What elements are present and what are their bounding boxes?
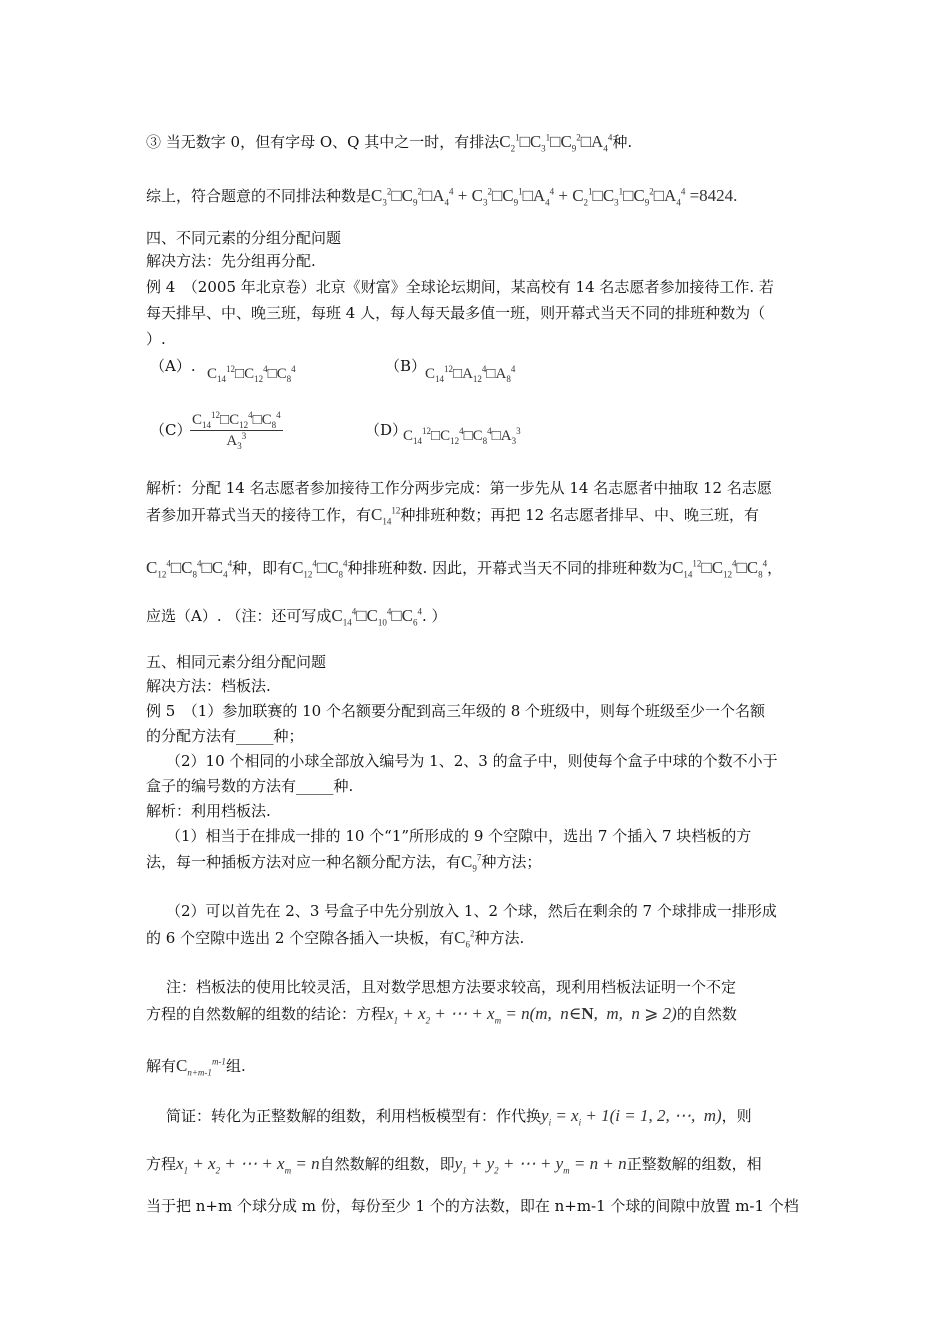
solution4-line3a: 种，即有	[232, 559, 293, 577]
option-b-formula: $C_{14}^{12}□A_{12}^4□A_8^4$	[425, 364, 516, 384]
formula-substitution: $y_i = x_i + 1(i = 1$, 2, ⋯, m)	[541, 1106, 722, 1128]
solution4-line2a: 者参加开幕式当天的接待工作，有	[146, 506, 372, 524]
formula-case3: $C_2^1□C_3^1□C_9^2□A_4^4$	[499, 132, 613, 154]
section4-heading: 四、不同元素的分组分配问题	[146, 229, 342, 247]
solution5-part2-line2b: 种方法.	[474, 929, 525, 947]
note-line2	[146, 1004, 737, 1024]
solution4-line3	[146, 558, 782, 578]
formula-total: $C_3^2□C_9^2□A_4^4$ + $C_3^2□C_9^1□A_4^4$ + $C_2^1□C_3^1□C_9^2□A_4^4 =8424$.	[371, 186, 738, 208]
note-line3	[146, 1056, 246, 1076]
solution5-part2-line2	[146, 928, 524, 948]
option-d-label: （D）	[365, 421, 408, 439]
formula-y-sum: $y_1 + y_2$ + ⋯ + $y_m = n + n$	[454, 1154, 627, 1176]
formula-answer: $C_{14}^{12}□C_{12}^4□C_8^4$	[672, 558, 768, 580]
proof-line1a: 简证：转化为正整数解的组数，利用档板模型有：作代换	[166, 1107, 542, 1125]
solution4-line4	[146, 606, 446, 626]
solution5-part1-line2a: 法，每一种插板方法对应一种名额分配方法，有	[146, 853, 462, 871]
proof-line2a: 方程	[146, 1155, 177, 1173]
formula-c9-7: $C_9^7$	[461, 852, 482, 874]
option-c-label: （C）	[150, 421, 192, 439]
solution4-line2b: 种排班种数；再把 12 名志愿者排早、中、晚三班，有	[400, 506, 759, 524]
solution5-part1-line2	[146, 852, 541, 872]
option-b-label: （B）	[385, 357, 427, 375]
formula-result: $C_{n+m-1}^{m-1}$	[176, 1056, 226, 1078]
proof-line1	[166, 1106, 752, 1126]
solution5-part2-line1: （2）可以首先在 2、3 号盒子中先分别放入 1、2 个球，然后在剩余的 7 个球排成一排形成	[166, 902, 777, 920]
solution5-part1-line1: （1）相当于在排成一排的 10 个“1”所形成的 9 个空隙中，选出 7 个插入 7 块档板的方	[166, 827, 752, 845]
formula-x-sum: $x_1 + x_2$ + ⋯ + $x_m = n$	[176, 1154, 320, 1176]
section5-heading: 五、相同元素分组分配问题	[146, 653, 327, 671]
note-line3a: 解有	[146, 1057, 177, 1075]
formula-c6-2: $C_6^2$	[454, 928, 475, 950]
total-result: =8424	[689, 186, 734, 205]
solution5-part2-line2a: 的 6 个空隙中选出 2 个空隙各插入一块板，有	[146, 929, 455, 947]
case3-tail: 种.	[612, 133, 633, 151]
note-line3b: 组.	[225, 1057, 246, 1075]
solution4-line3c: ，	[767, 559, 783, 577]
note-line2b: 的自然数	[676, 1005, 737, 1023]
example5-line2: 的分配方法有_____种；	[146, 727, 304, 745]
solution5-part1-line2b: 种方法；	[481, 853, 542, 871]
example4-line3: ）.	[146, 330, 166, 348]
example4-line1: 例 4 （2005 年北京卷）北京《财富》全球论坛期间，某高校有 14 名志愿者参加接待工作. 若	[146, 278, 774, 296]
solution4-line3b: 种排班种数. 因此，开幕式当天不同的排班种数为	[347, 559, 673, 577]
example5-line3: （2）10 个相同的小球全部放入编号为 1、2、3 的盒子中，则使每个盒子中球的个数不小于	[166, 752, 778, 770]
formula-equation: $x_1 + x_2$ + ⋯ + $x_m = n(m$, n∈N, m, n ⩾ 2)	[386, 1004, 677, 1026]
solution4-line4a: 应选（A）. （注：还可写成	[146, 607, 332, 625]
note-line2a: 方程的自然数解的组数的结论：方程	[146, 1005, 387, 1023]
total-text: 综上，符合题意的不同排法种数是	[146, 187, 372, 205]
proof-line2	[146, 1154, 762, 1174]
solution5-heading: 解析：利用档板法.	[146, 802, 271, 820]
option-a-label: （A）.	[150, 357, 196, 375]
total-line	[146, 186, 737, 206]
section4-method: 解决方法：先分组再分配.	[146, 252, 316, 270]
option-a-formula: $C_{14}^{12}□C_{12}^4□C_8^4$	[207, 364, 296, 384]
solution4-line1: 解析：分配 14 名志愿者参加接待工作分两步完成：第一步先从 14 名志愿者中抽取 12 名志愿	[146, 479, 772, 497]
option-c-formula: $\frac{C_{14}^{12}□C_{12}^4□C_8^4}{A_3^3}$	[192, 410, 281, 451]
option-d-formula: $C_{14}^{12}□C_{12}^4□C_8^4□A_3^3$	[403, 426, 521, 446]
section5-method: 解决方法：档板法.	[146, 677, 271, 695]
example5-line4: 盒子的编号数的方法有_____种.	[146, 777, 354, 795]
proof-line3: 当于把 n+m 个球分成 m 份，每份至少 1 个的方法数，即在 n+m-1 个球的间隙中放置 m-1 个档	[146, 1197, 799, 1215]
case3-text: ③ 当无数字 0，但有字母 O、Q 其中之一时，有排法	[146, 133, 500, 151]
case3-line	[146, 132, 632, 152]
proof-line1b: ，则	[721, 1107, 752, 1125]
formula-alt: $C_{14}^4□C_{10}^4□C_6^4$	[331, 606, 422, 628]
formula-shifts: $C_{12}^4□C_8^4□C_4^4$	[146, 558, 233, 580]
example4-line2: 每天排早、中、晚三班，每班 4 人，每人每天最多值一班，则开幕式当天不同的排班种数为（	[146, 304, 766, 322]
note-line1: 注：档板法的使用比较灵活，且对数学思想方法要求较高，现利用档板法证明一个不定	[166, 978, 737, 996]
formula-c14-12: $C_{14}^{12}$	[371, 505, 401, 527]
formula-shifts-short: $C_{12}^4□C_8^4$	[292, 558, 348, 580]
solution4-line2	[146, 505, 759, 525]
proof-line2c: 正整数解的组数，相	[626, 1155, 762, 1173]
solution4-line4b: . ）	[421, 607, 447, 625]
proof-line2b: 自然数解的组数，即	[319, 1155, 455, 1173]
example5-line1: 例 5 （1）参加联赛的 10 个名额要分配到高三年级的 8 个班级中，则每个班级至少一个名额	[146, 702, 766, 720]
